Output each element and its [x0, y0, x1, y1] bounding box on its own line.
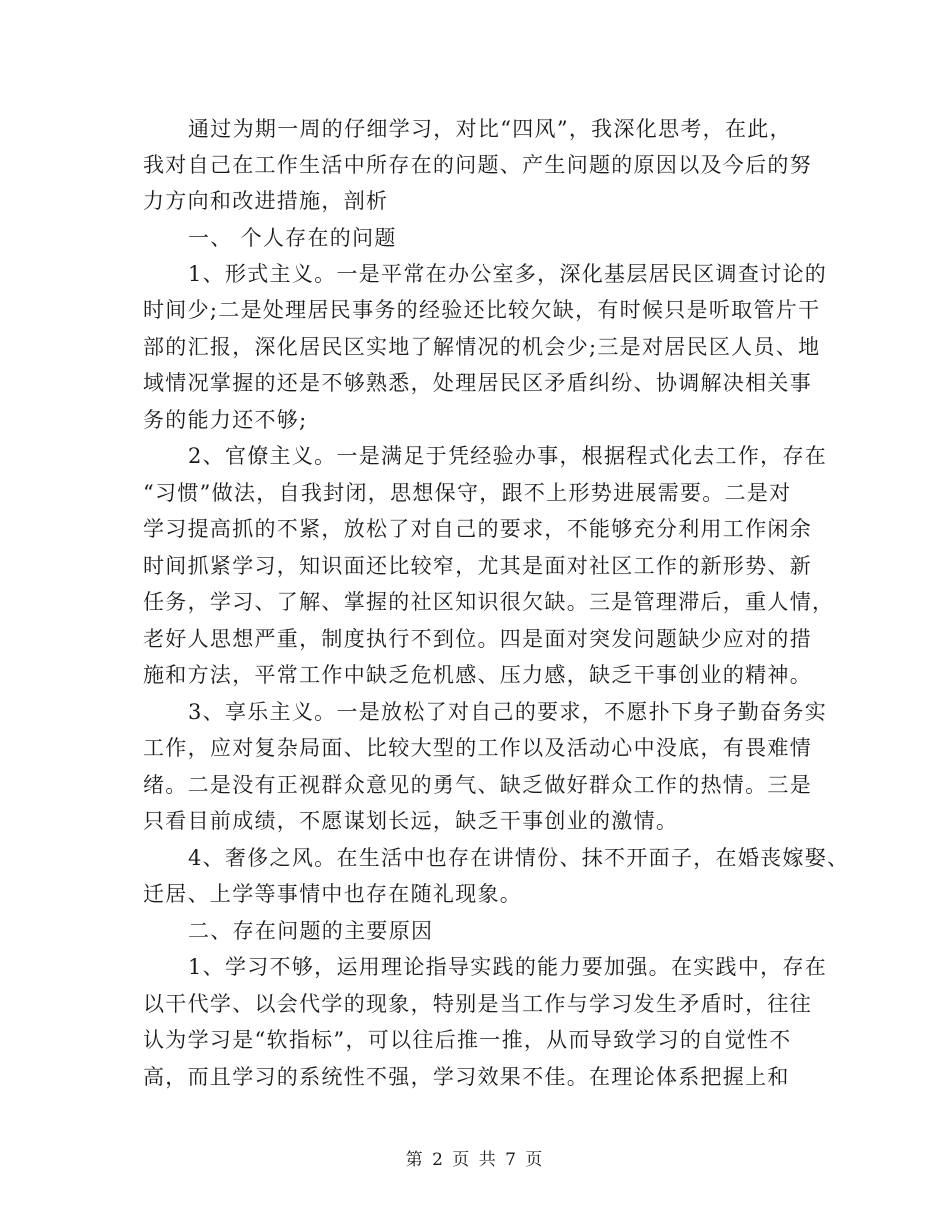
section-heading: 二、存在问题的主要原因 [188, 919, 434, 943]
text-line: 1、形式主义。一是平常在办公室多，深化基层居民区调查讨论的 [188, 262, 828, 286]
text-line: 迁居、上学等事情中也存在随礼现象。 [143, 882, 523, 906]
text-line: 任务，学习、了解、掌握的社区知识很欠缺。三是管理滞后，重人情， [143, 590, 835, 614]
text-line: 1、学习不够，运用理论指导实践的能力要加强。在实践中，存在 [188, 955, 828, 979]
text-line: 部的汇报，深化居民区实地了解情况的机会少;三是对居民区人员、地 [143, 335, 821, 359]
text-line: 认为学习是“软指标”，可以往后推一推，从而导致学习的自觉性不 [143, 1028, 792, 1052]
text-line: 以干代学、以会代学的现象，特别是当工作与学习发生矛盾时，往往 [143, 992, 812, 1016]
text-line: 我对自己在工作生活中所存在的问题、产生问题的原因以及今后的努 [143, 153, 812, 177]
text-line: 3、享乐主义。一是放松了对自己的要求，不愿扑下身子勤奋务实 [188, 700, 828, 724]
text-line: 域情况掌握的还是不够熟悉，处理居民区矛盾纠纷、协调解决相关事 [143, 371, 812, 395]
text-line: 老好人思想严重，制度执行不到位。四是面对突发问题缺少应对的措 [143, 627, 812, 651]
text-line: 务的能力还不够; [143, 408, 308, 432]
text-line: 通过为期一周的仔细学习，对比“四风”，我深化思考，在此， [188, 117, 792, 141]
text-line: 绪。二是没有正视群众意见的勇气、缺乏做好群众工作的热情。三是 [143, 773, 812, 797]
text-line: 2、官僚主义。一是满足于凭经验办事，根据程式化去工作，存在 [188, 444, 828, 468]
text-line: 只看目前成绩，不愿谋划长远，缺乏干事创业的激情。 [143, 809, 679, 833]
text-line: 力方向和改进措施，剖析 [143, 189, 389, 213]
page-number-footer: 第 2 页 共 7 页 [405, 1150, 545, 1170]
section-heading: 一、 个人存在的问题 [188, 226, 397, 250]
text-line: 施和方法，平常工作中缺乏危机感、压力感，缺乏干事创业的精神。 [143, 663, 812, 687]
text-line: 时间少;二是处理居民事务的经验还比较欠缺，有时候只是听取管片干 [143, 298, 821, 322]
text-line: 时间抓紧学习，知识面还比较窄，尤其是面对社区工作的新形势、新 [143, 554, 812, 578]
text-line: “习惯”做法，自我封闭，思想保守，跟不上形势进展需要。二是对 [143, 481, 792, 505]
text-line: 高，而且学习的系统性不强，学习效果不佳。在理论体系把握上和 [143, 1065, 790, 1089]
text-line: 工作，应对复杂局面、比较大型的工作以及活动心中没底，有畏难情 [143, 736, 812, 760]
text-line: 学习提高抓的不紧，放松了对自己的要求，不能够充分利用工作闲余 [143, 517, 812, 541]
text-line: 4、奢侈之风。在生活中也存在讲情份、抹不开面子，在婚丧嫁娶、 [188, 846, 850, 870]
